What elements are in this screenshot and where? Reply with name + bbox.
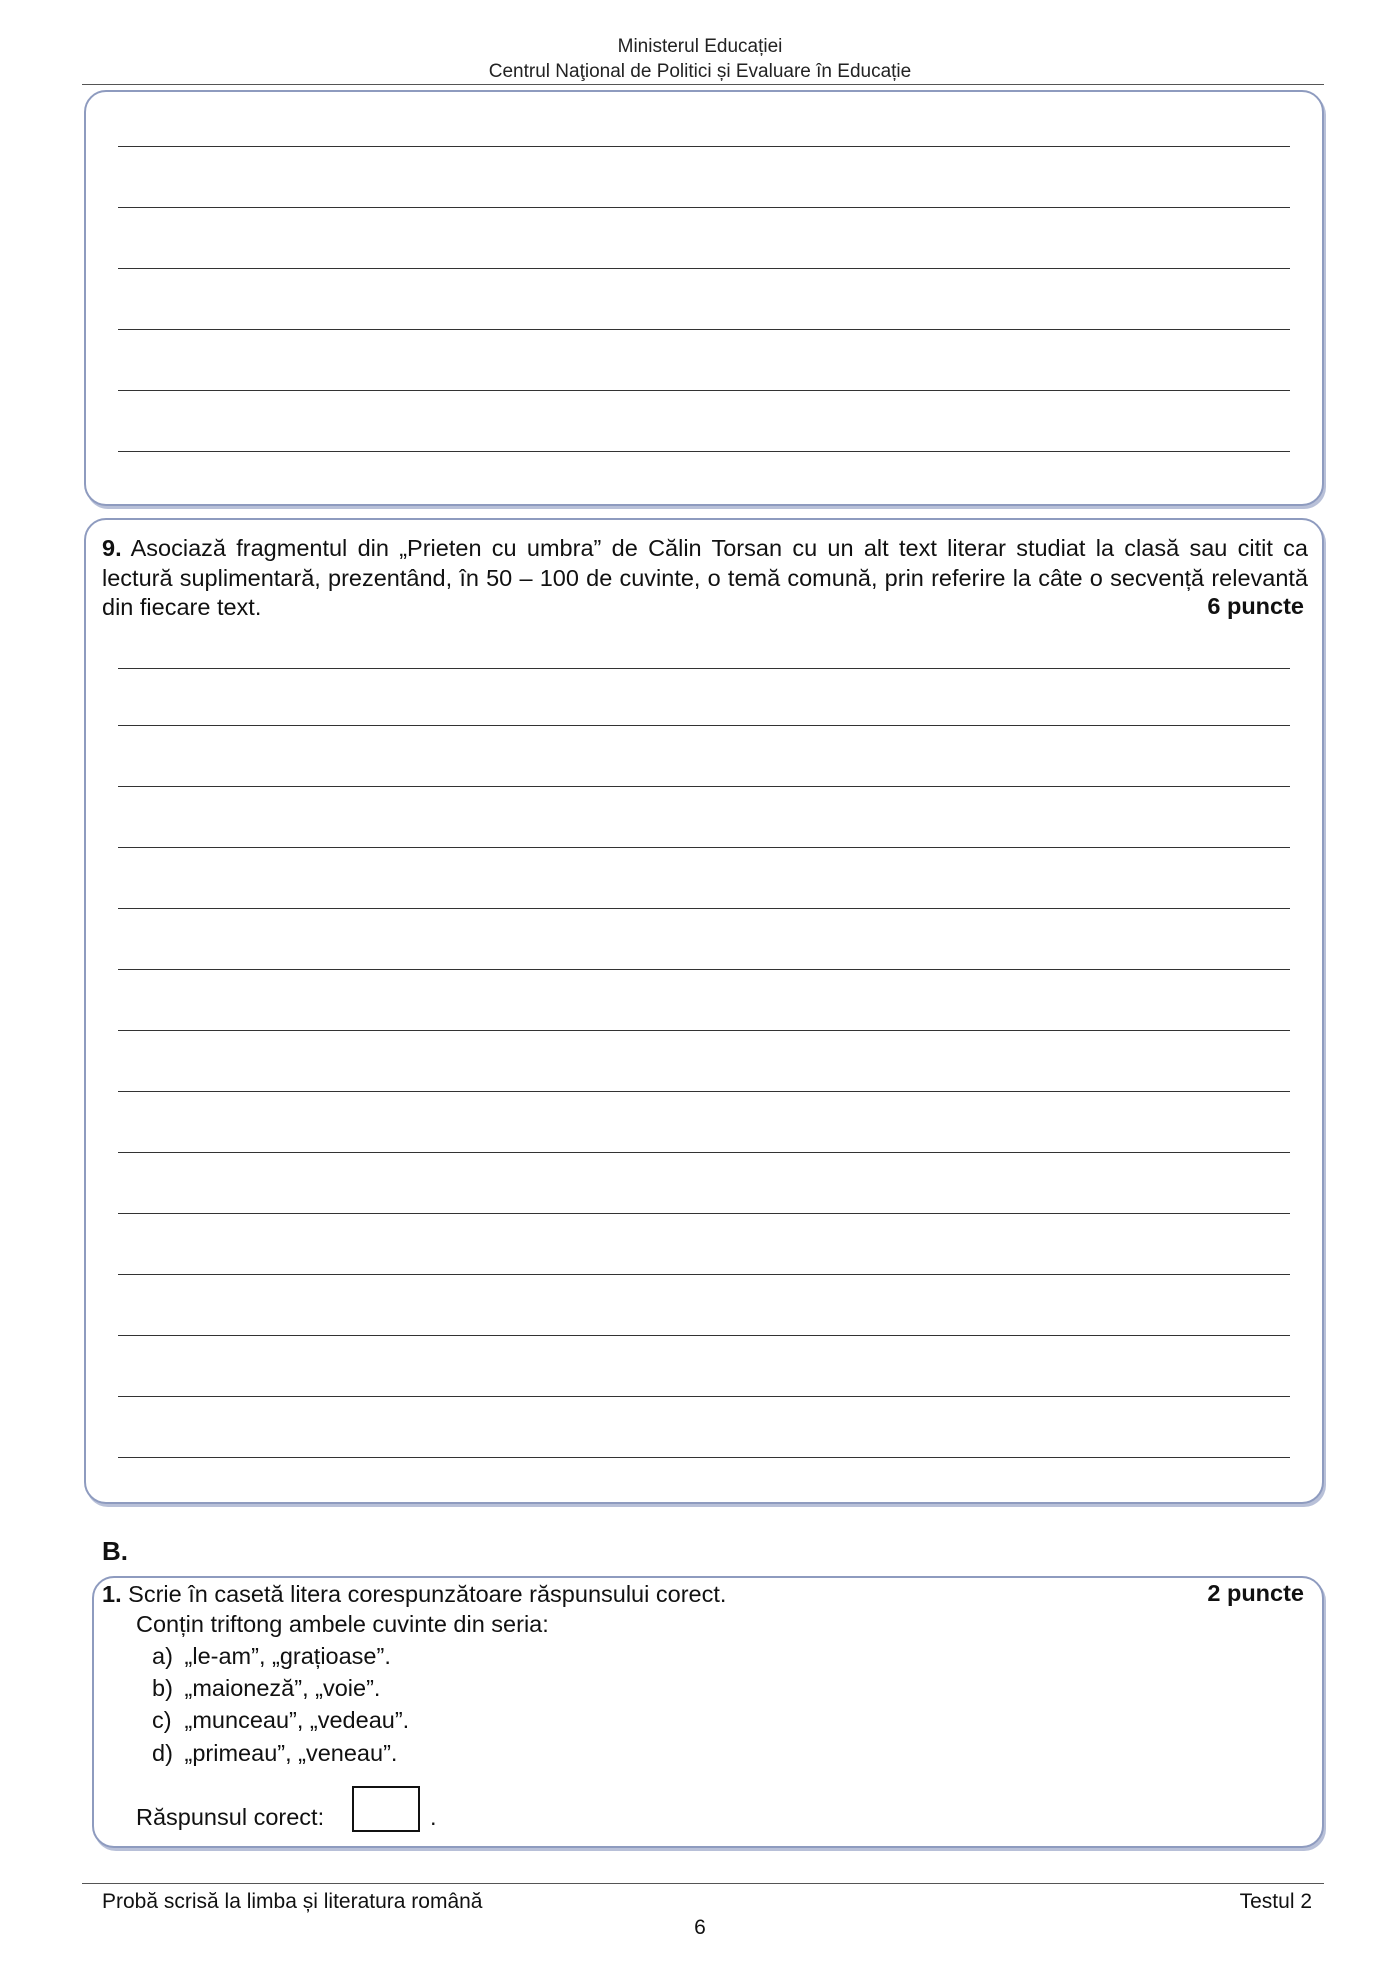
answer-line[interactable] bbox=[118, 786, 1290, 787]
question-b1-number: 1. bbox=[102, 1581, 122, 1607]
answer-line[interactable] bbox=[118, 847, 1290, 848]
question-b1-instruction-row bbox=[102, 1580, 1002, 1610]
answer-line[interactable] bbox=[118, 969, 1290, 970]
answer-line[interactable] bbox=[118, 1457, 1290, 1458]
question-b1-points: 2 puncte bbox=[1207, 1580, 1304, 1606]
answer-line[interactable] bbox=[118, 668, 1290, 669]
question-9-number: 9. bbox=[102, 535, 122, 561]
option-a-letter: a) bbox=[152, 1643, 173, 1669]
footer-divider bbox=[82, 1883, 1324, 1884]
question-9-text bbox=[102, 534, 1308, 623]
option-b-text: „maioneză”, „voie”. bbox=[184, 1675, 381, 1701]
question-9-box bbox=[84, 518, 1324, 1504]
question-9-points: 6 puncte bbox=[1207, 593, 1304, 619]
footer-exam-title: Probă scrisă la limba și literatura română bbox=[102, 1890, 483, 1913]
option-d bbox=[152, 1738, 397, 1768]
question-b1-instruction: Scrie în casetă litera corespunzătoare răspunsului corect. bbox=[128, 1581, 727, 1607]
header-center: Centrul Naţional de Politici și Evaluare în Educație bbox=[488, 61, 912, 82]
question-b1-stem: Conțin triftong ambele cuvinte din seria: bbox=[136, 1611, 549, 1637]
answer-line[interactable] bbox=[118, 146, 1290, 147]
header-ministry: Ministerul Educației bbox=[617, 36, 783, 57]
answer-line[interactable] bbox=[118, 1030, 1290, 1031]
answer-line[interactable] bbox=[118, 1152, 1290, 1153]
answer-line[interactable] bbox=[118, 1335, 1290, 1336]
answer-label: Răspunsul corect: bbox=[136, 1804, 325, 1830]
answer-line[interactable] bbox=[118, 390, 1290, 391]
option-b bbox=[152, 1673, 380, 1703]
option-b-letter: b) bbox=[152, 1675, 173, 1701]
answer-input-box[interactable] bbox=[352, 1786, 420, 1832]
footer-test-number: Testul 2 bbox=[1239, 1890, 1312, 1913]
option-c-letter: c) bbox=[152, 1707, 172, 1733]
answer-line[interactable] bbox=[118, 725, 1290, 726]
answer-period: . bbox=[430, 1804, 437, 1830]
answer-line[interactable] bbox=[118, 207, 1290, 208]
answer-line[interactable] bbox=[118, 1274, 1290, 1275]
option-a-text: „le-am”, „grațioase”. bbox=[184, 1643, 391, 1669]
section-b-label: B. bbox=[102, 1536, 128, 1566]
option-a bbox=[152, 1641, 391, 1671]
option-c bbox=[152, 1705, 409, 1735]
header-divider bbox=[82, 84, 1324, 85]
page-header bbox=[0, 34, 1400, 84]
answer-line[interactable] bbox=[118, 1213, 1290, 1214]
answer-line[interactable] bbox=[118, 908, 1290, 909]
page-number: 6 bbox=[694, 1916, 706, 1939]
option-d-letter: d) bbox=[152, 1740, 173, 1766]
option-d-text: „primeau”, „veneau”. bbox=[184, 1740, 398, 1766]
answer-box-continuation bbox=[84, 90, 1324, 506]
answer-line[interactable] bbox=[118, 451, 1290, 452]
answer-line[interactable] bbox=[118, 329, 1290, 330]
option-c-text: „munceau”, „vedeau”. bbox=[184, 1707, 410, 1733]
answer-line[interactable] bbox=[118, 268, 1290, 269]
answer-line[interactable] bbox=[118, 1396, 1290, 1397]
question-9-prompt: Asociază fragmentul din „Prieten cu umbra” de Călin Torsan cu un alt text literar studiat la clasă sau citit ca lectură suplimentară, prezentând, în 50 – 100 de cuvinte, o temă comună, prin referire la câte o secvență relevantă din fiecare text. bbox=[102, 535, 1308, 620]
answer-line[interactable] bbox=[118, 1091, 1290, 1092]
